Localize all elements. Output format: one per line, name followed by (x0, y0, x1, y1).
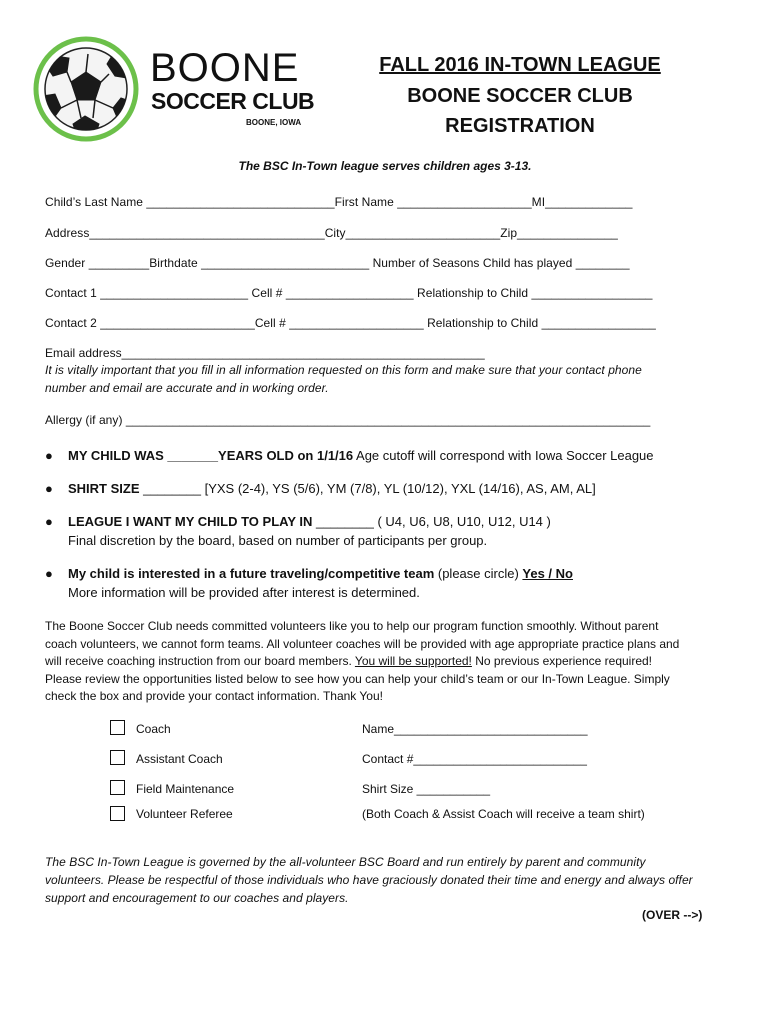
coach-label: Coach (136, 722, 171, 736)
club-title: BOONE SOCCER CLUB (407, 85, 633, 107)
volunteer-line-3: will receive coaching instruction from our board members. You will be supported! No previous experience required! (45, 654, 653, 668)
gender-birthdate-field[interactable]: Gender _________Birthdate _________________________ Number of Seasons Child has played ________ (45, 256, 630, 270)
child-name-field[interactable]: Child’s Last Name ____________________________First Name ____________________MI_____________ (45, 195, 633, 209)
shirt-size-field[interactable]: Shirt Size ___________ (362, 782, 491, 796)
league-title: FALL 2016 IN-TOWN LEAGUE (379, 54, 661, 76)
age-note: Age cutoff will correspond with Iowa Soccer League (353, 448, 654, 463)
league-note: ________ ( U4, U6, U8, U10, U12, U14 ) (312, 514, 551, 529)
logo-subtitle: SOCCER CLUB (151, 88, 315, 114)
contact1-field[interactable]: Contact 1 ______________________ Cell # ___________________ Relationship to Child __________________ (45, 286, 653, 300)
supported-text: You will be supported! (354, 654, 472, 668)
intro-text: The BSC In-Town league serves children ages 3-13. (238, 159, 532, 173)
league-label: LEAGUE I WANT MY CHILD TO PLAY IN (68, 514, 313, 529)
notice-line-2: number and email are accurate and in working order. (45, 381, 329, 395)
allergy-field[interactable]: Allergy (if any) ______________________________________________________________________________ (45, 413, 651, 427)
logo-location: BOONE, IOWA (246, 118, 302, 127)
shirt-note: (Both Coach & Assist Coach will receive a team shirt) (362, 807, 645, 821)
age-item[interactable] (68, 448, 654, 463)
assistant-coach-label: Assistant Coach (136, 752, 223, 766)
shirt-item[interactable] (68, 481, 596, 496)
address-field[interactable]: Address___________________________________City_______________________Zip_______________ (45, 226, 618, 240)
bullet-icon: ● (45, 481, 53, 496)
name-field[interactable]: Name_____________________________ (362, 722, 588, 736)
assistant-coach-checkbox[interactable] (110, 750, 125, 765)
travel-item[interactable] (68, 566, 573, 581)
bullet-icon: ● (45, 566, 53, 581)
over-indicator: (OVER -->) (642, 908, 703, 922)
email-field[interactable]: Email address______________________________________________________ (45, 346, 485, 360)
volunteer-referee-label: Volunteer Referee (136, 807, 233, 821)
shirt-label: SHIRT SIZE (68, 481, 140, 496)
registration-title: REGISTRATION (445, 115, 595, 137)
volunteer-line-5: check the box and provide your contact information. Thank You! (45, 689, 383, 703)
age-label: MY CHILD WAS _______YEARS OLD on 1/1/16 (68, 448, 354, 463)
volunteer-referee-checkbox[interactable] (110, 806, 125, 821)
footer-line-2: volunteers. Please be respectful of those individuals who have graciously donated their time and energy and always offer (45, 873, 693, 887)
field-maintenance-checkbox[interactable] (110, 780, 125, 795)
volunteer-paragraph (45, 618, 727, 706)
footer-line-3: support and encouragement to our coaches and players. (45, 891, 349, 905)
contact-field[interactable]: Contact #__________________________ (362, 752, 587, 766)
volunteer-line-1: The Boone Soccer Club needs committed volunteers like you to help our program function smoothly. Without parent (45, 619, 659, 633)
volunteer-line-4: Please review the opportunities listed below to see how you can help your child’s team or our In-Town League. Simply (45, 671, 670, 686)
travel-line-2: More information will be provided after interest is determined. (68, 585, 420, 600)
travel-label: My child is interested in a future traveling/competitive team (68, 566, 435, 581)
bullet-icon: ● (45, 514, 53, 529)
contact2-field[interactable]: Contact 2 _______________________Cell # ____________________ Relationship to Child _________________ (45, 316, 656, 330)
league-item[interactable] (68, 514, 551, 529)
volunteer-line-2: coach volunteers, we cannot form teams. All volunteer coaches will be provided with age appropriate practice plans and (45, 636, 680, 651)
notice-line-1: It is vitally important that you fill in all information requested on this form and make sure that your contact phone (45, 363, 642, 377)
footer-line-1: The BSC In-Town League is governed by the all-volunteer BSC Board and run entirely by parent and community (45, 855, 646, 869)
bullet-icon: ● (45, 448, 53, 463)
logo-name: BOONE (150, 46, 300, 90)
coach-checkbox[interactable] (110, 720, 125, 735)
league-line-2: Final discretion by the board, based on number of participants per group. (68, 533, 488, 548)
soccer-ball-icon (33, 36, 139, 142)
shirt-note: ________ [YXS (2-4), YS (5/6), YM (7/8), YL (10/12), YXL (14/16), AS, AM, AL] (139, 481, 596, 496)
field-maintenance-label: Field Maintenance (136, 782, 235, 796)
travel-yes-no[interactable]: Yes / No (522, 566, 573, 581)
travel-note: (please circle) (434, 566, 523, 581)
